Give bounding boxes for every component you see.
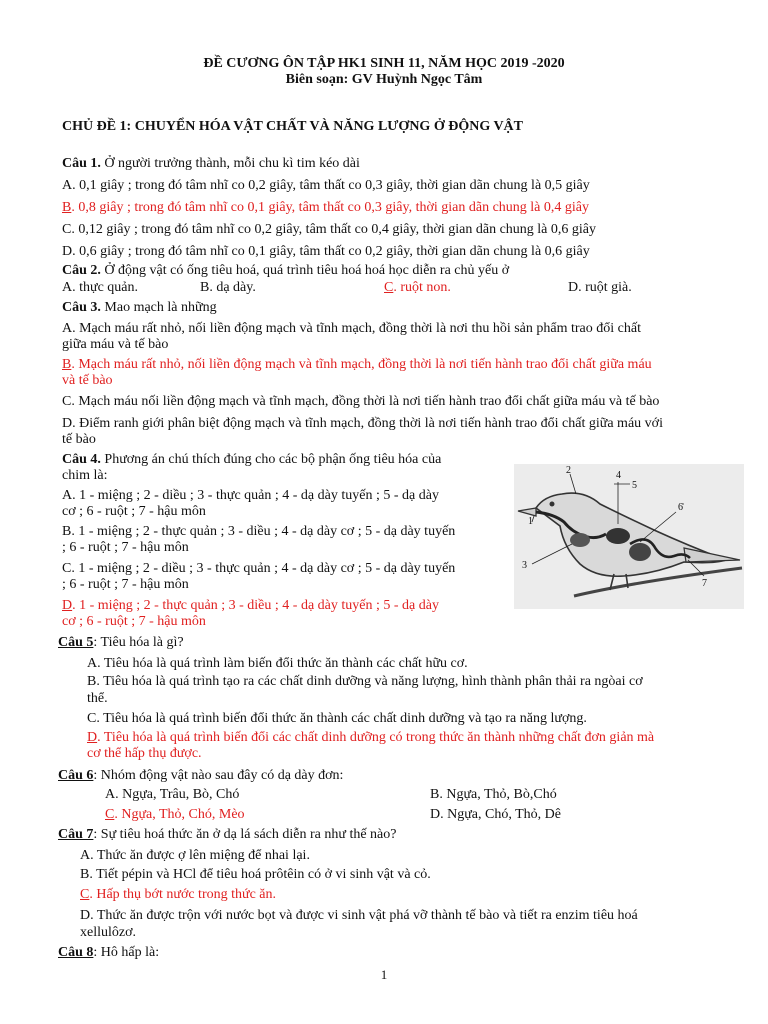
document-author: Biên soạn: GV Huỳnh Ngọc Tâm: [285, 72, 483, 87]
q1-option-a: A. 0,1 giây ; trong đó tâm nhĩ co 0,2 giây, tâm thất co 0,3 giây, thời gian dãn chung là 0,5 giây: [62, 178, 590, 193]
q2-option-c: [384, 279, 451, 296]
q8-text: : Hô hấp là:: [93, 945, 160, 960]
q3-option-b-line1: [62, 356, 652, 373]
q5-option-d-line2: cơ thể hấp thụ được.: [87, 746, 202, 761]
q6-stem: [58, 767, 343, 784]
q5-text: : Tiêu hóa là gì?: [93, 635, 184, 650]
q3-stem: [62, 299, 217, 316]
figure-label-1: 1: [528, 516, 533, 527]
q4-option-b-line2: ; 6 - ruột ; 7 - hậu môn: [62, 540, 189, 555]
q7-text: : Sự tiêu hoá thức ăn ở dạ lá sách diễn ra như thế nào?: [93, 827, 397, 842]
q7-option-c-text: . Hấp thụ bớt nước trong thức ăn.: [89, 887, 277, 902]
q6-option-c-letter: C: [105, 807, 115, 822]
q2-text: Ở động vật có ống tiêu hoá, quá trình tiêu hoá hoá học diễn ra chủ yếu ở: [100, 263, 510, 278]
q5-stem: [58, 634, 184, 651]
q7-option-d-line1: D. Thức ăn được trộn với nước bọt và được vi sinh vật phá vỡ thành tế bào và tiết ra enzim tiêu hoá: [80, 908, 638, 923]
q7-option-a: A. Thức ăn được ợ lên miệng để nhai lại.: [80, 848, 310, 863]
q7-option-b: B. Tiết pépin và HCl để tiêu hoá prôtêin có ở vi sinh vật và cỏ.: [80, 867, 431, 882]
q4-option-b-line1: B. 1 - miệng ; 2 - thực quản ; 3 - diều ; 4 - dạ dày cơ ; 5 - dạ dày tuyến: [62, 524, 456, 539]
q4-text: Phương án chú thích đúng cho các bộ phận ống tiêu hóa của: [100, 452, 442, 467]
topic-heading: CHỦ ĐỀ 1: CHUYỂN HÓA VẬT CHẤT VÀ NĂNG LƯỢNG Ở ĐỘNG VẬT: [62, 119, 524, 134]
q4-option-d-line2: cơ ; 6 - ruột ; 7 - hậu môn: [62, 614, 206, 629]
q1-option-d: D. 0,6 giây ; trong đó tâm nhĩ co 0,1 giây, tâm thất co 0,2 giây, thời gian dãn chung là 0,6 giây: [62, 244, 590, 259]
q8-stem: [58, 944, 159, 961]
q5-option-d-letter: D: [87, 730, 98, 745]
q5-option-a: A. Tiêu hóa là quá trình làm biến đổi thức ăn thành các chất hữu cơ.: [87, 656, 468, 671]
q5-label: Câu 5: [58, 635, 94, 650]
bird-digestive-system-figure: [514, 464, 744, 609]
q7-stem: [58, 826, 396, 843]
q3-option-a-line1: A. Mạch máu rất nhỏ, nối liền động mạch và tĩnh mạch, đồng thời là nơi thu hồi sản phẩm trao đổi chất: [62, 321, 641, 336]
q3-option-b-text: . Mạch máu rất nhỏ, nối liền động mạch và tĩnh mạch, đồng thời là nơi tiến hành trao đổi chất giữa máu: [71, 357, 652, 372]
q5-option-b-line2: thể.: [87, 691, 108, 706]
q6-option-a: A. Ngựa, Trâu, Bò, Chó: [105, 787, 240, 802]
q4-option-a-line2: cơ ; 6 - ruột ; 7 - hậu môn: [62, 504, 206, 519]
bird-illustration: [514, 464, 744, 609]
q7-label: Câu 7: [58, 827, 94, 842]
figure-label-7: 7: [702, 578, 707, 589]
q1-option-b-text: . 0,8 giây ; trong đó tâm nhĩ co 0,1 giây, tâm thất co 0,3 giây, thời gian dãn chung là 0,4 giây: [71, 200, 589, 215]
q1-stem: [62, 155, 360, 172]
q4-option-d-text: . 1 - miệng ; 2 - thực quản ; 3 - diều ; 4 - dạ dày tuyến ; 5 - dạ dày: [72, 598, 439, 613]
q3-option-b-letter: B: [62, 357, 72, 372]
q4-option-d-letter: D: [62, 598, 73, 613]
q1-option-b-letter: B: [62, 200, 72, 215]
q5-option-b-line1: B. Tiêu hóa là quá trình tạo ra các chất dinh dưỡng và năng lượng, hình thành phân thải ra ngòai cơ: [87, 674, 643, 689]
q6-option-d: D. Ngựa, Chó, Thỏ, Dê: [430, 807, 561, 822]
q6-option-c: [105, 806, 245, 823]
page-number: 1: [380, 967, 388, 982]
q1-option-c: C. 0,12 giây ; trong đó tâm nhĩ co 0,2 giây, tâm thất co 0,4 giây, thời gian dãn chung là 0,6 giây: [62, 222, 596, 237]
document-title: ĐỀ CƯƠNG ÔN TẬP HK1 SINH 11, NĂM HỌC 2019 -2020: [203, 56, 565, 71]
q2-option-d: D. ruột già.: [568, 280, 632, 295]
figure-label-2: 2: [566, 465, 571, 476]
q3-option-a-line2: giữa máu và tế bào: [62, 337, 169, 352]
q2-stem: [62, 262, 509, 279]
q3-text: Mao mạch là những: [100, 300, 217, 315]
q2-option-c-text: . ruột non.: [393, 280, 451, 295]
q4-stem-line1: [62, 451, 441, 468]
q3-option-b-line2: và tế bào: [62, 373, 113, 388]
figure-label-5: 5: [632, 480, 637, 491]
figure-label-4: 4: [616, 470, 621, 481]
q7-option-c-letter: C: [80, 887, 90, 902]
q4-option-d-line1: [62, 597, 439, 614]
q1-label: Câu 1.: [62, 156, 101, 171]
q1-text: Ở người trưởng thành, mỗi chu kì tim kéo dài: [100, 156, 360, 171]
q1-option-b: [62, 199, 589, 216]
q6-option-c-text: . Ngựa, Thỏ, Chó, Mèo: [114, 807, 245, 822]
q2-option-c-letter: C: [384, 280, 394, 295]
q5-option-d-text: . Tiêu hóa là quá trình biến đổi các chất dinh dưỡng có trong thức ăn thành những chất đơn giản mà: [97, 730, 655, 745]
q6-label: Câu 6: [58, 768, 94, 783]
q6-text: : Nhóm động vật nào sau đây có dạ dày đơn:: [93, 768, 344, 783]
figure-label-3: 3: [522, 560, 527, 571]
q3-option-d-line1: D. Điểm ranh giới phân biệt động mạch và tĩnh mạch, đồng thời là nơi tiến hành trao đổi chất giữa máu với: [62, 416, 663, 431]
q5-option-c: C. Tiêu hóa là quá trình biến đổi thức ăn thành các chất dinh dưỡng và tạo ra năng lượng.: [87, 711, 587, 726]
q5-option-d-line1: [87, 729, 654, 746]
q4-stem-line2: chim là:: [62, 468, 108, 483]
q3-option-c: C. Mạch máu nối liền động mạch và tĩnh mạch, đồng thời là nơi tiến hành trao đổi chất giữa máu và tế bào: [62, 394, 660, 409]
figure-label-6: 6: [678, 502, 683, 513]
q2-option-b: B. dạ dày.: [200, 280, 256, 295]
q4-option-c-line2: ; 6 - ruột ; 7 - hậu môn: [62, 577, 189, 592]
q7-option-c: [80, 886, 276, 903]
q4-label: Câu 4.: [62, 452, 101, 467]
q7-option-d-line2: xellulôzơ.: [80, 925, 136, 940]
q4-option-c-line1: C. 1 - miệng ; 2 - diều ; 3 - thực quản ; 4 - dạ dày cơ ; 5 - dạ dày tuyến: [62, 561, 456, 576]
q2-label: Câu 2.: [62, 263, 101, 278]
q3-option-d-line2: tế bào: [62, 432, 96, 447]
q2-option-a: A. thực quản.: [62, 280, 139, 295]
q8-label: Câu 8: [58, 945, 94, 960]
q6-option-b: B. Ngựa, Thỏ, Bò,Chó: [430, 787, 557, 802]
q3-label: Câu 3.: [62, 300, 101, 315]
q4-option-a-line1: A. 1 - miệng ; 2 - diều ; 3 - thực quản ; 4 - dạ dày tuyến ; 5 - dạ dày: [62, 488, 439, 503]
